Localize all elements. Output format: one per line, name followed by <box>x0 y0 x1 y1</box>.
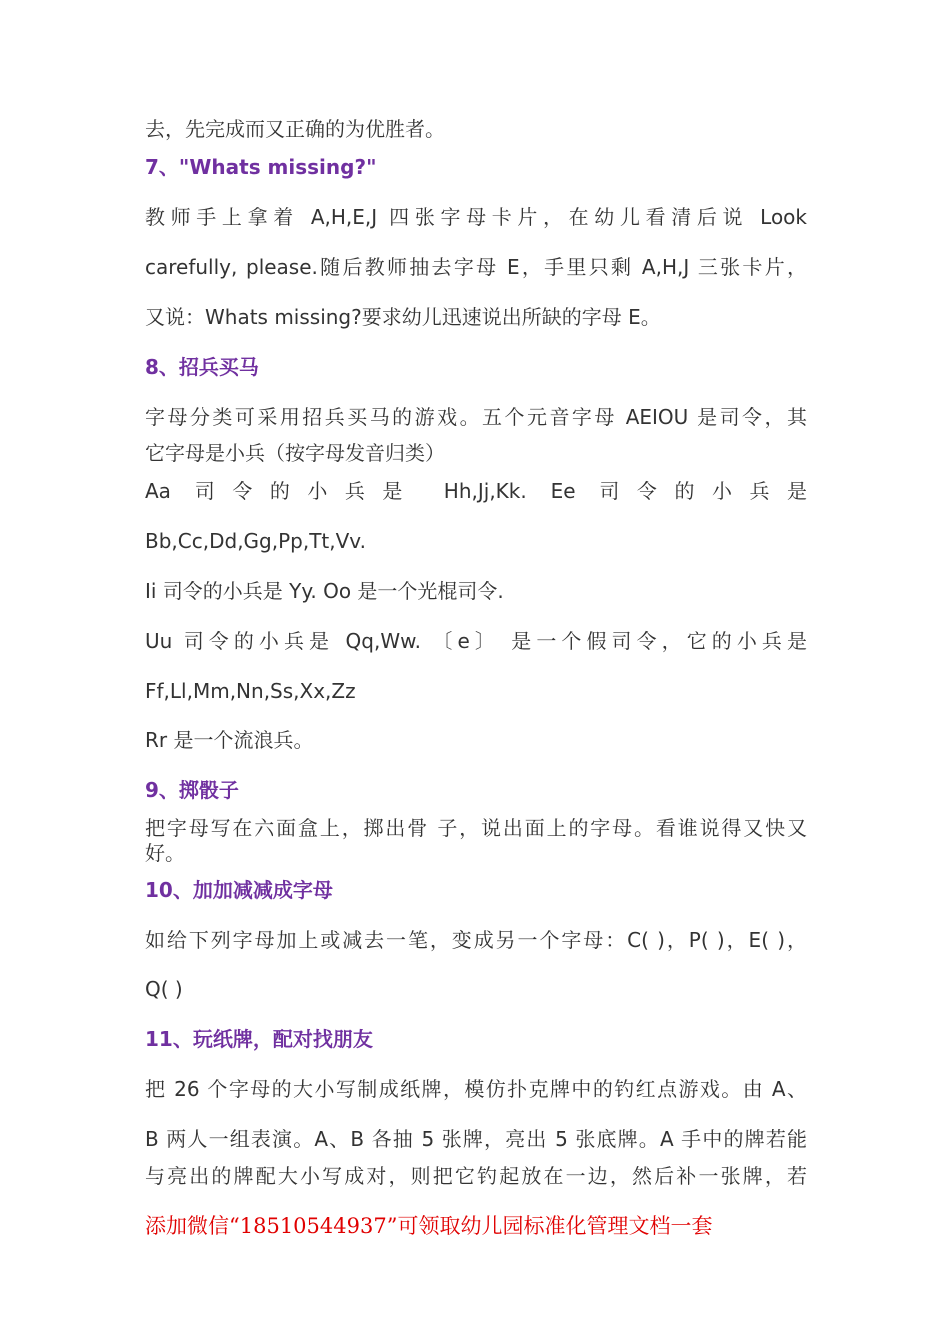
body-line: 它字母是小兵（按字母发音归类） <box>145 441 445 465</box>
footer-promo-text: 添加微信“18510544937”可领取幼儿园标准化管理文档一套 <box>145 1214 713 1238</box>
heading-8: 8、招兵买马 <box>145 355 259 379</box>
body-line: carefully, please.随后教师抽去字母 E，手里只剩 A,H,J 三张卡片， <box>145 255 807 279</box>
body-line: Aa 司令的小兵是 Hh,Jj,Kk. Ee 司令的小兵是 <box>145 479 807 503</box>
body-line: 字母分类可采用招兵买马的游戏。五个元音字母 AEIOU 是司令，其 <box>145 405 807 429</box>
heading-10: 10、加加减减成字母 <box>145 878 333 902</box>
body-line: Ff,Ll,Mm,Nn,Ss,Xx,Zz <box>145 679 356 703</box>
body-line: 去，先完成而又正确的为优胜者。 <box>145 117 445 141</box>
body-line: 把字母写在六面盒上，掷出骨 子，说出面上的字母。看谁说得又快又 <box>145 816 807 840</box>
body-line: 教师手上拿着 A,H,E,J 四张字母卡片，在幼儿看清后说 Look <box>145 205 807 229</box>
body-line: B 两人一组表演。A、B 各抽 5 张牌，亮出 5 张底牌。A 手中的牌若能 <box>145 1127 807 1151</box>
body-line: 与亮出的牌配大小写成对，则把它钓起放在一边，然后补一张牌，若 <box>145 1164 807 1188</box>
body-line: Uu 司令的小兵是 Qq,Ww. 〔e〕 是一个假司令，它的小兵是 <box>145 629 807 653</box>
heading-7: 7、"Whats missing?" <box>145 155 377 179</box>
body-line: 如给下列字母加上或减去一笔，变成另一个字母：C( )，P( )，E( )， <box>145 928 807 952</box>
body-line: 又说：Whats missing?要求幼儿迅速说出所缺的字母 E。 <box>145 305 661 329</box>
body-line: 把 26 个字母的大小写制成纸牌，模仿扑克牌中的钓红点游戏。由 A、 <box>145 1077 807 1101</box>
body-line: 好。 <box>145 841 185 865</box>
body-line: Bb,Cc,Dd,Gg,Pp,Tt,Vv. <box>145 529 366 553</box>
body-line: Q( ) <box>145 977 183 1001</box>
body-line: Ii 司令的小兵是 Yy. Oo 是一个光棍司令. <box>145 579 504 603</box>
body-line: Rr 是一个流浪兵。 <box>145 728 314 752</box>
heading-9: 9、掷骰子 <box>145 778 239 802</box>
heading-11: 11、玩纸牌，配对找朋友 <box>145 1027 373 1051</box>
